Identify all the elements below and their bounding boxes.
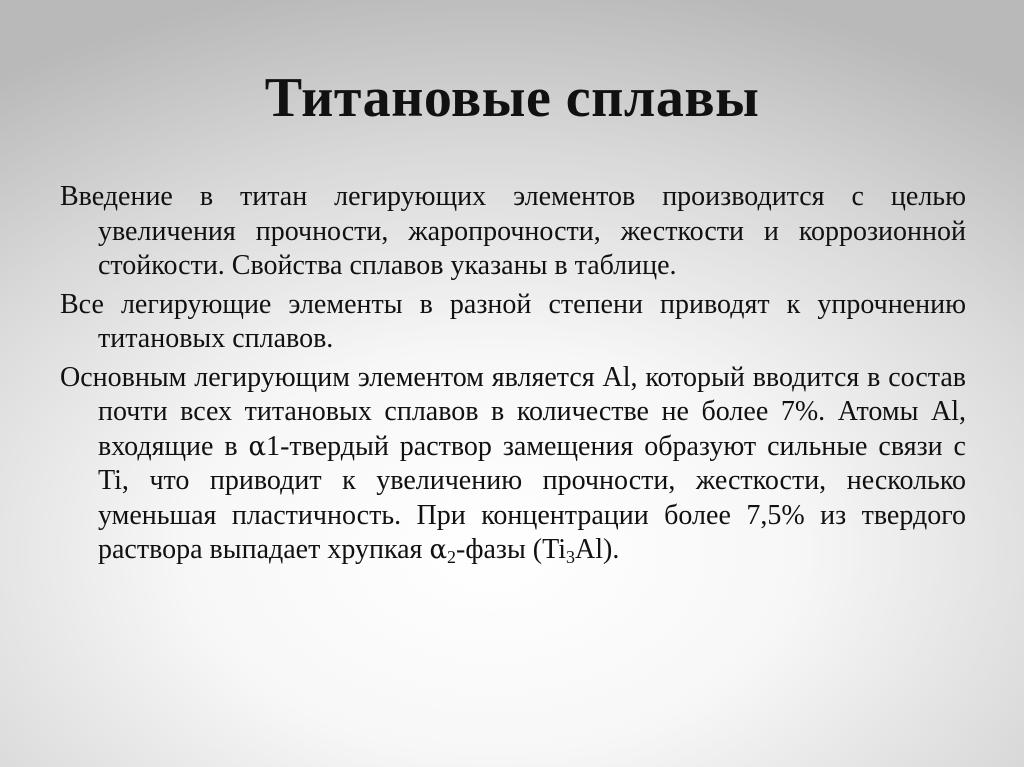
aluminum-text-part1: Основным легирующим элементом является Al, который вводится в состав почти всех титановых сплавов в количестве не более 7%. Атомы Al, входящие в [60, 361, 966, 462]
paragraph-alloying: Все легирующие элементы в разной степени приводят к упрочнению титановых сплавов. [60, 288, 966, 354]
alpha-symbol: α [429, 535, 447, 565]
paragraph-aluminum [60, 361, 966, 568]
slide-body [60, 180, 966, 572]
aluminum-text-ending: Al). [575, 534, 620, 565]
alpha-subscript: 2 [447, 547, 456, 567]
aluminum-text-part3: -фазы (Ti [456, 534, 566, 565]
alpha-symbol: α [248, 431, 267, 462]
aluminum-text-part2: 1-твердый раствор замещения образуют сильные связи с Ti, что приводит к увеличению прочности, жесткости, несколько уменьшая пластичность. При концентрации более 7,5% из твердого раствора выпадает хрупкая [98, 430, 966, 565]
paragraph-intro: Введение в титан легирующих элементов производится с целью увеличения прочности, жаропрочности, жесткости и коррозионной стойкости. Свойства сплавов указаны в таблице. [60, 181, 966, 281]
slide-title: Титановые сплавы [264, 67, 760, 129]
ti-subscript: 3 [566, 547, 575, 567]
